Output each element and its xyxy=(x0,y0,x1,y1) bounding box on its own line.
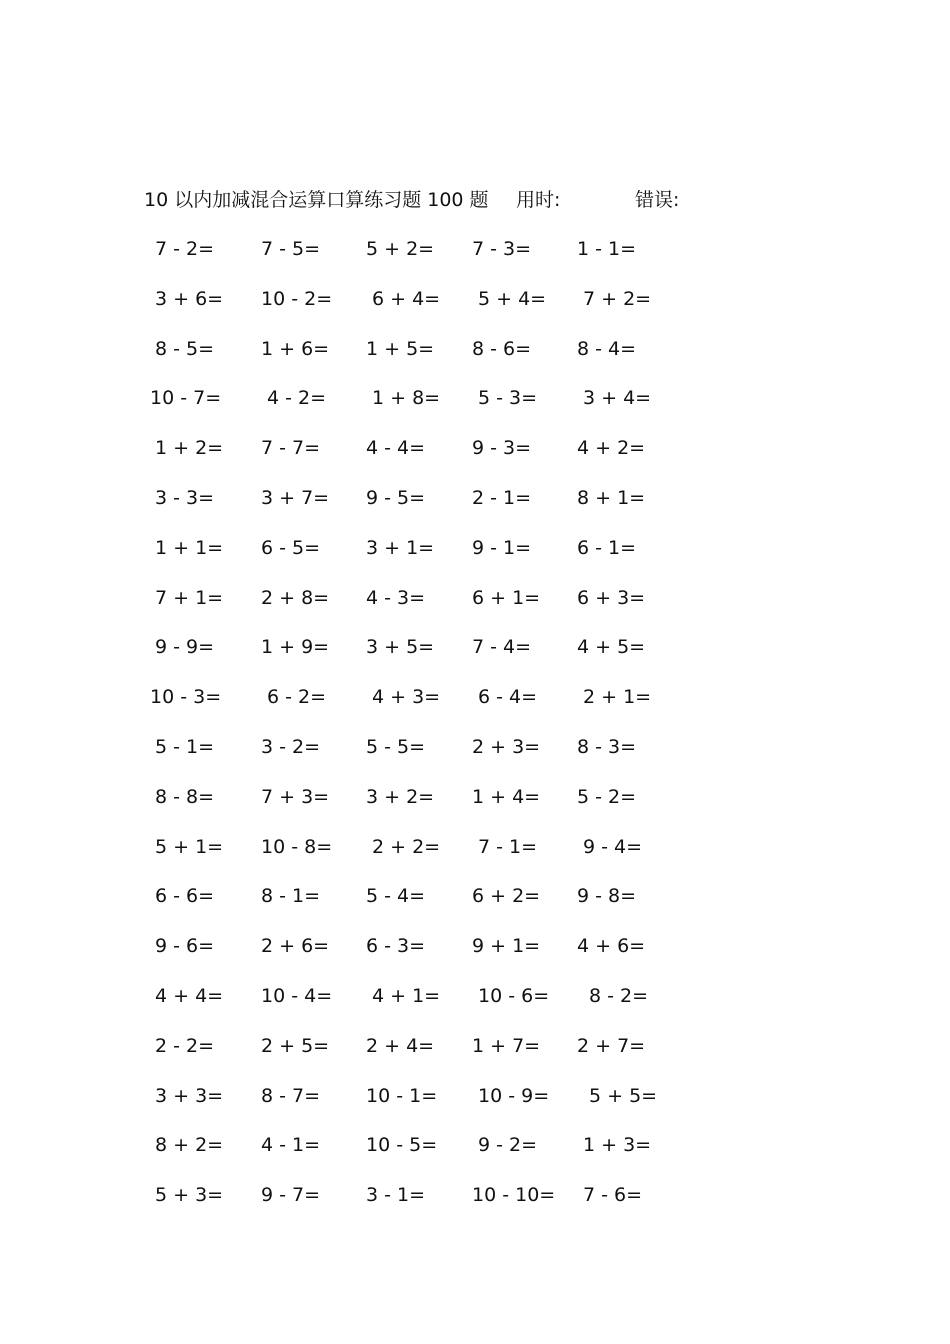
math-problem: 2 + 6= xyxy=(261,935,330,958)
math-problem: 9 - 3= xyxy=(472,437,532,460)
math-problem: 7 - 5= xyxy=(261,238,321,260)
math-problem: 4 - 3= xyxy=(366,586,426,609)
math-problem: 10 - 8= xyxy=(261,835,333,858)
problem-row xyxy=(0,285,950,313)
math-problem: 8 - 8= xyxy=(155,785,215,808)
math-problem: 2 - 1= xyxy=(472,487,532,509)
math-problem: 3 + 6= xyxy=(155,287,224,310)
math-problem: 7 - 3= xyxy=(472,238,532,260)
math-problem: 5 + 3= xyxy=(155,1184,224,1207)
math-problem: 1 + 3= xyxy=(583,1134,652,1157)
math-problem: 1 + 4= xyxy=(472,785,541,808)
math-problem: 2 + 1= xyxy=(583,686,652,709)
math-problem: 7 - 1= xyxy=(478,835,538,858)
problem-row xyxy=(0,733,950,761)
problem-row xyxy=(0,932,950,960)
problem-row xyxy=(0,1032,950,1060)
math-problem: 4 + 5= xyxy=(577,636,646,659)
math-problem: 7 - 6= xyxy=(583,1184,643,1207)
math-problem: 8 - 1= xyxy=(261,885,321,908)
math-problem: 3 + 1= xyxy=(366,536,435,559)
problem-row xyxy=(0,982,950,1010)
math-problem: 4 + 4= xyxy=(155,985,224,1007)
math-problem: 7 - 2= xyxy=(155,238,215,260)
math-problem: 3 + 4= xyxy=(583,387,652,410)
math-problem: 10 - 9= xyxy=(478,1084,550,1107)
problem-row xyxy=(0,235,950,263)
math-problem: 6 - 1= xyxy=(577,536,637,559)
math-problem: 7 - 4= xyxy=(472,636,532,659)
math-problem: 10 - 7= xyxy=(150,387,222,410)
math-problem: 6 + 4= xyxy=(372,287,441,310)
math-problem: 5 - 4= xyxy=(366,885,426,908)
math-problem: 7 + 2= xyxy=(583,287,652,310)
math-problem: 8 + 2= xyxy=(155,1134,224,1157)
math-problem: 9 - 9= xyxy=(155,636,215,659)
math-problem: 8 + 1= xyxy=(577,487,646,509)
math-problem: 4 - 2= xyxy=(267,387,327,410)
math-problem: 4 - 4= xyxy=(366,437,426,460)
math-problem: 5 - 1= xyxy=(155,736,215,758)
math-problem: 2 + 3= xyxy=(472,736,541,758)
math-problem: 8 - 5= xyxy=(155,337,215,360)
math-problem: 4 - 1= xyxy=(261,1134,321,1157)
math-problem: 8 - 2= xyxy=(589,985,649,1007)
math-problem: 6 + 3= xyxy=(577,586,646,609)
math-problem: 5 + 1= xyxy=(155,835,224,858)
math-problem: 8 - 6= xyxy=(472,337,532,360)
math-problem: 2 + 4= xyxy=(366,1034,435,1057)
math-problem: 10 - 5= xyxy=(366,1134,438,1157)
problem-row xyxy=(0,833,950,861)
problem-row xyxy=(0,1082,950,1110)
math-problem: 6 - 6= xyxy=(155,885,215,908)
math-problem: 6 + 2= xyxy=(472,885,541,908)
math-problem: 7 + 3= xyxy=(261,785,330,808)
math-problem: 9 + 1= xyxy=(472,935,541,958)
math-problem: 7 - 7= xyxy=(261,437,321,460)
math-problem: 10 - 6= xyxy=(478,985,550,1007)
math-problem: 10 - 10= xyxy=(472,1184,556,1207)
math-problem: 10 - 3= xyxy=(150,686,222,709)
problem-row xyxy=(0,335,950,363)
math-problem: 3 - 3= xyxy=(155,487,215,509)
math-problem: 3 + 2= xyxy=(366,785,435,808)
math-problem: 3 + 7= xyxy=(261,487,330,509)
math-problem: 3 - 1= xyxy=(366,1184,426,1207)
problem-row xyxy=(0,1131,950,1159)
math-problem: 1 + 7= xyxy=(472,1034,541,1057)
math-problem: 1 + 1= xyxy=(155,536,224,559)
problem-row xyxy=(0,484,950,512)
time-label: 用时: xyxy=(516,189,561,211)
math-problem: 1 - 1= xyxy=(577,238,637,260)
math-problem: 6 + 1= xyxy=(472,586,541,609)
math-problem: 4 + 3= xyxy=(372,686,441,709)
problem-row xyxy=(0,1181,950,1209)
math-problem: 6 - 3= xyxy=(366,935,426,958)
math-problem: 4 + 2= xyxy=(577,437,646,460)
math-problem: 9 - 2= xyxy=(478,1134,538,1157)
math-problem: 9 - 8= xyxy=(577,885,637,908)
math-problem: 1 + 8= xyxy=(372,387,441,410)
problem-row xyxy=(0,434,950,462)
math-problem: 5 - 3= xyxy=(478,387,538,410)
math-problem: 5 + 2= xyxy=(366,238,435,260)
errors-label: 错误: xyxy=(635,189,680,211)
math-problem: 10 - 1= xyxy=(366,1084,438,1107)
problem-row xyxy=(0,882,950,910)
math-problem: 8 - 7= xyxy=(261,1084,321,1107)
math-problem: 5 - 2= xyxy=(577,785,637,808)
math-problem: 9 - 1= xyxy=(472,536,532,559)
math-problem: 8 - 4= xyxy=(577,337,637,360)
math-problem: 10 - 2= xyxy=(261,287,333,310)
math-problem: 2 + 8= xyxy=(261,586,330,609)
math-problem: 3 + 3= xyxy=(155,1084,224,1107)
math-problem: 4 + 6= xyxy=(577,935,646,958)
problem-row xyxy=(0,683,950,711)
math-problem: 1 + 2= xyxy=(155,437,224,460)
math-problem: 3 - 2= xyxy=(261,736,321,758)
math-problem: 4 + 1= xyxy=(372,985,441,1007)
math-problem: 5 + 5= xyxy=(589,1084,658,1107)
math-problem: 2 + 2= xyxy=(372,835,441,858)
problem-row xyxy=(0,534,950,562)
math-problem: 8 - 3= xyxy=(577,736,637,758)
problem-row xyxy=(0,633,950,661)
math-problem: 7 + 1= xyxy=(155,586,224,609)
worksheet-title: 10 以内加减混合运算口算练习题 100 题 xyxy=(144,189,489,211)
math-problem: 5 + 4= xyxy=(478,287,547,310)
problem-row xyxy=(0,584,950,612)
math-problem: 9 - 4= xyxy=(583,835,643,858)
math-problem: 6 - 2= xyxy=(267,686,327,709)
math-problem: 1 + 6= xyxy=(261,337,330,360)
math-problem: 9 - 5= xyxy=(366,487,426,509)
math-problem: 1 + 5= xyxy=(366,337,435,360)
math-problem: 3 + 5= xyxy=(366,636,435,659)
problem-row xyxy=(0,384,950,412)
math-problem: 5 - 5= xyxy=(366,736,426,758)
math-problem: 9 - 6= xyxy=(155,935,215,958)
math-problem: 1 + 9= xyxy=(261,636,330,659)
problem-row xyxy=(0,783,950,811)
math-problem: 9 - 7= xyxy=(261,1184,321,1207)
math-problem: 2 + 7= xyxy=(577,1034,646,1057)
math-problem: 6 - 4= xyxy=(478,686,538,709)
math-problem: 2 - 2= xyxy=(155,1034,215,1057)
math-problem: 10 - 4= xyxy=(261,985,333,1007)
math-problem: 2 + 5= xyxy=(261,1034,330,1057)
math-problem: 6 - 5= xyxy=(261,536,321,559)
